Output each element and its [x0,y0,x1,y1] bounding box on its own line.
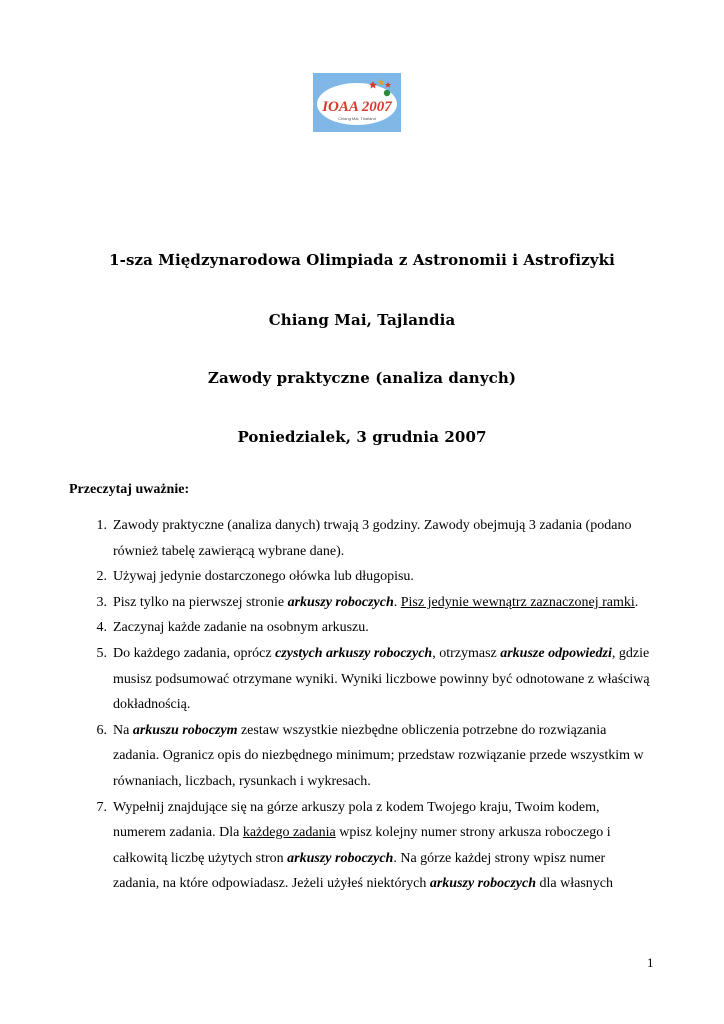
emphasized-term: arkusze odpowiedzi [500,645,612,661]
instruction-item [0,564,724,590]
instruction-text [113,615,653,641]
page-number: 1 [647,955,654,970]
text-run: dla własnych [536,876,613,892]
instruction-number: 1. [96,518,107,533]
instruction-item [0,795,724,897]
instruction-text [113,795,653,897]
emphasized-term: arkuszy roboczych [287,594,394,610]
logo-caption-text: Chiang Mai, Thailand [338,116,376,121]
text-run: Wypełnij znajdujące się na górze arkuszy pola z kodem Twojego kraju, Twoim kodem, numerem zadania. Dla [113,799,600,841]
instruction-item [0,718,724,795]
emphasized-term: arkuszy roboczych [287,850,394,866]
text-run: Zaczynaj każde zadanie na osobnym arkuszu. [113,620,369,636]
instruction-number: 6. [96,722,107,738]
instruction-text [113,641,653,718]
text-run: Zawody praktyczne (analiza danych) trwają 3 godziny. Zawody obejmują 3 zadania (podano również tabelę zawierącą wybrane dane). [113,518,632,559]
instruction-item [0,641,724,718]
instruction-item [0,615,724,641]
instructions-list [0,513,724,897]
emphasized-term: arkuszu roboczym [132,722,238,738]
text-run: , otrzymasz [432,645,501,661]
instruction-item [0,513,724,564]
text-run: Pisz tylko na pierwszej stronie [113,594,288,610]
underlined-text: każdego zadania [242,825,336,841]
instructions-heading: Przeczytaj uważnie: [69,482,190,497]
ioaa-2007-logo [313,73,401,132]
logo-label-text: IOAA 2007 [322,99,392,115]
text-run: Na [113,722,133,738]
emphasized-term: czystych arkuszy roboczych [275,645,433,661]
instruction-number: 4. [96,620,107,636]
text-run: , gdzie musisz podsumować otrzymane wyniki. Wyniki liczbowe powinny być odnotowane z właściwą dokładnością. [113,645,650,713]
text-run: . [393,594,401,610]
instruction-number: 3. [96,594,107,610]
instruction-text [113,564,653,590]
text-run: Do każdego zadania, oprócz [113,645,276,661]
date-title: Poniedzialek, 3 grudnia 2007 [237,428,487,446]
logo-graphic [313,73,401,132]
text-run: wpisz kolejny numer strony arkusza roboczego i całkowitą liczbę użytych stron [113,825,611,866]
olympiad-title: 1-sza Międzynarodowa Olimpiada z Astronomii i Astrofizyki [109,251,615,269]
underlined-text: Pisz jedynie wewnątrz zaznaczonej ramki [400,594,635,610]
instruction-text [113,513,653,564]
text-run: . [634,594,639,610]
text-run: zestaw wszystkie niezbędne obliczenia potrzebne do rozwiązania zadania. Ogranicz opis do niezbędnego minimum; przedstaw rozwiązanie przede wszystkim w równaniach, liczbach, rysunkach i wykresach. [113,722,644,789]
emphasized-term: arkuszy roboczych [429,876,536,892]
instruction-number: 7. [96,799,107,815]
competition-title: Zawody praktyczne (analiza danych) [207,369,517,387]
location-title: Chiang Mai, Tajlandia [268,311,456,329]
instruction-number: 5. [96,645,107,661]
text-run: . Na górze każdej strony wpisz numer zadania, na które odpowiadasz. Jeżeli użyłeś niektórych [113,850,606,892]
instruction-item [0,590,724,616]
instruction-number: 2. [96,569,107,585]
instruction-text [113,718,653,795]
text-run: Używaj jedynie dostarczonego ołówka lub długopisu. [113,569,414,585]
instruction-text [113,590,653,616]
